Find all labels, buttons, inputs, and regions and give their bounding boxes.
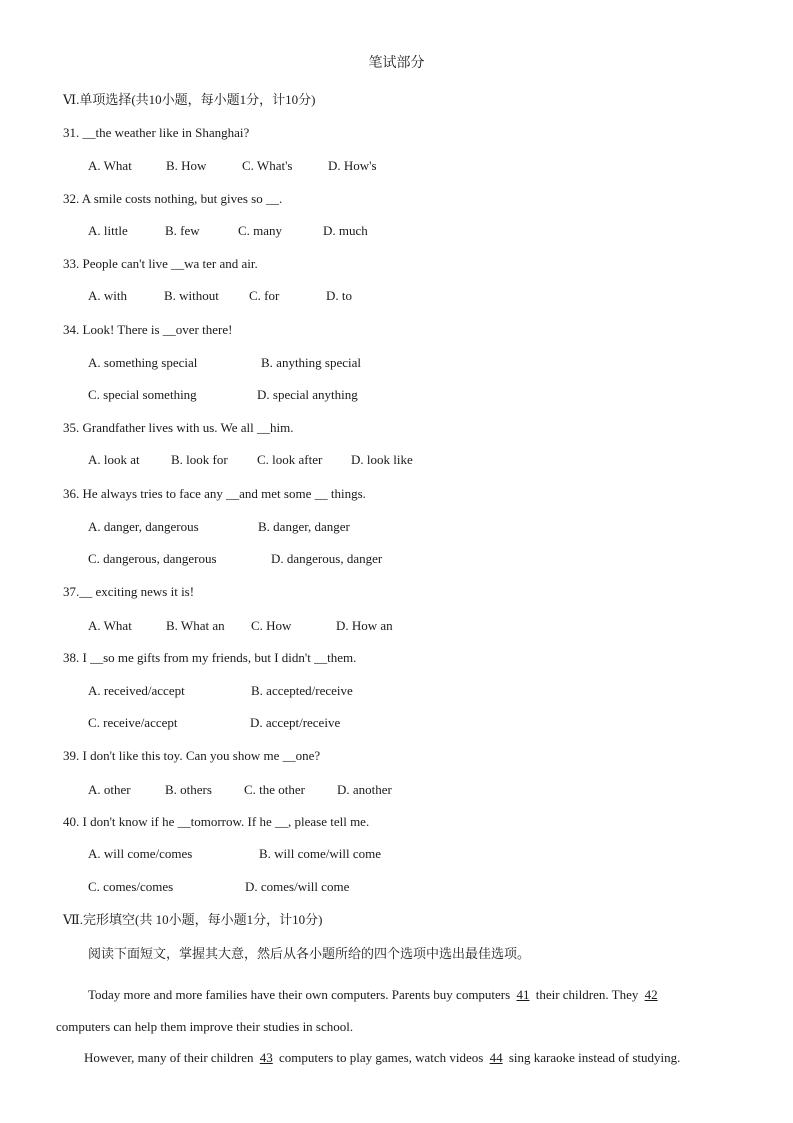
question-36: 36. He always tries to face any __and met some __ things. (63, 486, 366, 501)
option-b: B. What an (166, 618, 225, 633)
option-d: D. much (323, 223, 368, 238)
option-a: A. danger, dangerous (88, 519, 199, 534)
option-b: B. look for (171, 452, 228, 467)
option-a: A. will come/comes (88, 846, 193, 861)
question-31: 31. __the weather like in Shanghai? (63, 125, 250, 140)
option-b: B. anything special (261, 355, 362, 370)
passage-text: However, many of their children (84, 1050, 257, 1065)
question-37: 37.__ exciting news it is! (63, 584, 195, 599)
option-a: A. something special (88, 355, 198, 370)
option-b: B. others (165, 782, 212, 797)
passage-text: sing karaoke instead of studying. (505, 1050, 681, 1065)
option-b: B. without (164, 288, 219, 303)
option-d: D. accept/receive (250, 715, 341, 730)
option-a: A. What (88, 158, 132, 173)
passage-text: Today more and more families have their own computers. Parents buy computers (88, 987, 514, 1002)
section-7-header: Ⅶ.完形填空(共 10小题，每小题1分，计10分) (63, 912, 323, 927)
option-d: D. comes/will come (245, 879, 350, 894)
option-c: C. receive/accept (88, 715, 178, 730)
option-d: D. special anything (257, 387, 358, 402)
option-d: D. dangerous, danger (271, 551, 383, 566)
question-32: 32. A smile costs nothing, but gives so __. (63, 191, 283, 206)
option-c: C. comes/comes (88, 879, 174, 894)
option-a: A. with (88, 288, 127, 303)
section-7-instruction: 阅读下面短文，掌握其大意，然后从各小题所给的四个选项中选出最佳选项。 (88, 946, 531, 961)
blank-43: 43 (259, 1050, 273, 1065)
option-b: B. How (166, 158, 207, 173)
option-d: D. look like (351, 452, 413, 467)
option-d: D. How an (336, 618, 393, 633)
page-title: 笔试部分 (368, 56, 425, 71)
option-c: C. for (249, 288, 280, 303)
option-b: B. will come/will come (259, 846, 382, 861)
blank-41: 41 (516, 987, 530, 1002)
option-b: B. few (165, 223, 200, 238)
question-34: 34. Look! There is __over there! (63, 322, 233, 337)
section-6-header: Ⅵ.单项选择(共10小题，每小题1分，计10分) (63, 92, 316, 107)
option-a: A. look at (88, 452, 140, 467)
question-40: 40. I don't know if he __tomorrow. If he __, please tell me. (63, 814, 370, 829)
blank-42: 42 (644, 987, 658, 1002)
question-38: 38. I __so me gifts from my friends, but I didn't __them. (63, 650, 357, 665)
question-35: 35. Grandfather lives with us. We all __him. (63, 420, 294, 435)
option-a: A. little (88, 223, 128, 238)
option-c: C. the other (244, 782, 306, 797)
passage-text: their children. They (532, 987, 642, 1002)
option-d: D. to (326, 288, 352, 303)
option-c: C. look after (257, 452, 323, 467)
option-c: C. special something (88, 387, 197, 402)
question-39: 39. I don't like this toy. Can you show me __one? (63, 748, 321, 763)
option-b: B. accepted/receive (251, 683, 353, 698)
passage-line-2: computers can help them improve their studies in school. (56, 1019, 354, 1034)
option-d: D. another (337, 782, 392, 797)
option-d: D. How's (328, 158, 377, 173)
option-a: A. What (88, 618, 132, 633)
option-c: C. dangerous, dangerous (88, 551, 217, 566)
option-a: A. received/accept (88, 683, 185, 698)
option-b: B. danger, danger (258, 519, 350, 534)
passage-line-3 (84, 1050, 680, 1066)
blank-44: 44 (489, 1050, 503, 1065)
passage-text: computers to play games, watch videos (275, 1050, 487, 1065)
passage-line-1 (88, 987, 661, 1003)
option-a: A. other (88, 782, 131, 797)
question-33: 33. People can't live __wa ter and air. (63, 256, 258, 271)
option-c: C. How (251, 618, 292, 633)
option-c: C. What's (242, 158, 293, 173)
option-c: C. many (238, 223, 283, 238)
